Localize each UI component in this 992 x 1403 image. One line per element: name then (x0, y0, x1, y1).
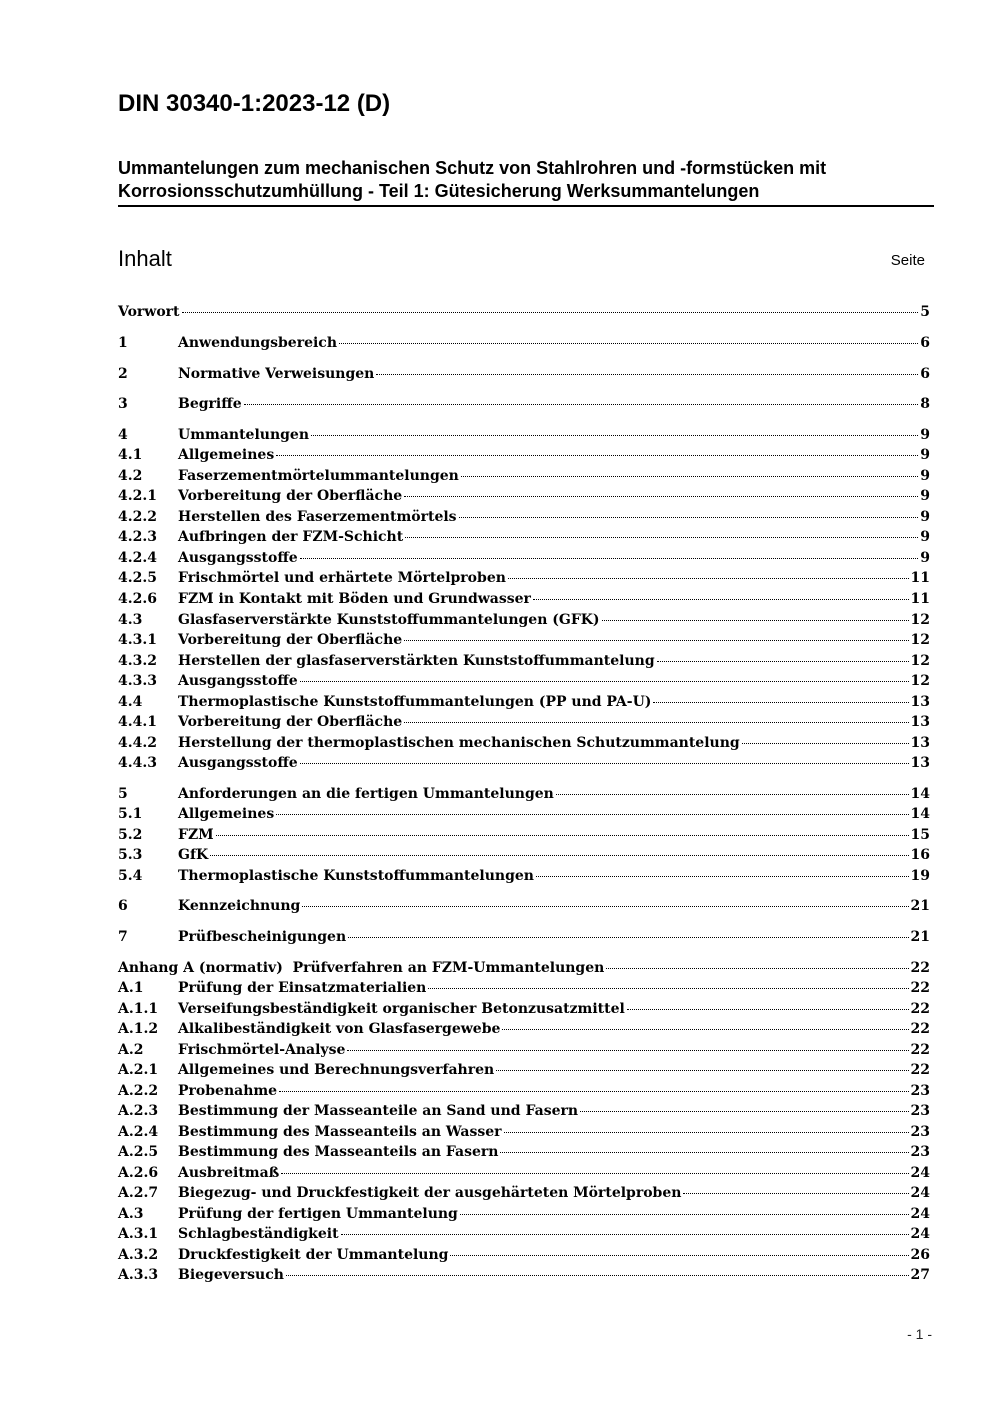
toc-entry[interactable] (118, 1142, 930, 1162)
toc-entry-title: Bestimmung des Masseanteils an Wasser (178, 1124, 502, 1140)
toc-entry-number: 7 (118, 929, 128, 945)
toc-entry-number: 4.2.3 (118, 529, 157, 545)
toc-entry-title: Herstellen des Faserzementmörtels (178, 509, 457, 525)
toc-entry[interactable] (118, 804, 930, 824)
toc-entry-number: 2 (118, 366, 128, 382)
toc-entry-title: Begriffe (178, 396, 242, 412)
toc-entry-title: FZM in Kontakt mit Böden und Grundwasser (178, 591, 531, 607)
toc-entry[interactable] (118, 527, 930, 547)
page-number: - 1 - (907, 1326, 932, 1342)
toc-entry-title: GfK (178, 847, 209, 863)
toc-dot-leader (657, 661, 909, 662)
toc-entry-title: Biegezug- und Druckfestigkeit der ausgehärteten Mörtelproben (178, 1185, 682, 1201)
document-title-line-1: Ummantelungen zum mechanischen Schutz von Stahlrohren und -formstücken mit (118, 158, 827, 178)
toc-entry[interactable] (118, 784, 930, 804)
toc-entry-number: 4.1 (118, 447, 143, 463)
toc-entry-page: 12 (910, 632, 930, 648)
toc-dot-leader (405, 537, 918, 538)
toc-dot-leader (461, 476, 918, 477)
toc-entry-title: Probenahme (178, 1083, 278, 1099)
toc-entry-page: 6 (920, 335, 930, 351)
toc-entry[interactable] (118, 651, 930, 671)
toc-dot-leader (653, 702, 908, 703)
toc-dot-leader (376, 374, 918, 375)
toc-entry-page: 12 (910, 673, 930, 689)
document-id: DIN 30340-1:2023-12 (D) (118, 90, 391, 117)
toc-entry[interactable] (118, 845, 930, 865)
toc-entry-title: Herstellung der thermoplastischen mechanischen Schutzummantelung (178, 735, 740, 751)
toc-entry-title: Frischmörtel-Analyse (178, 1042, 346, 1058)
toc-entry-number: A.1.2 (118, 1021, 159, 1037)
toc-dot-leader (606, 968, 908, 969)
toc-dot-leader (742, 743, 909, 744)
toc-entry-page: 19 (910, 868, 930, 884)
toc-dot-leader (602, 620, 909, 621)
toc-entry-title: Faserzementmörtelummantelungen (178, 468, 459, 484)
toc-entry-page: 24 (910, 1206, 930, 1222)
toc-entry-page: 27 (910, 1267, 930, 1283)
toc-entry-title: Prüfung der Einsatzmaterialien (178, 980, 427, 996)
toc-entry-title: Allgemeines und Berechnungsverfahren (178, 1062, 495, 1078)
toc-entry-number: A.3 (118, 1206, 144, 1222)
toc-entry-title: Verseifungsbeständigkeit organischer Betonzusatzmittel (178, 1001, 625, 1017)
toc-entry-page: 22 (910, 960, 930, 976)
toc-entry-number: 4.2.2 (118, 509, 157, 525)
toc-entry-page: 22 (910, 1021, 930, 1037)
toc-dot-leader (500, 1152, 908, 1153)
toc-entry-number: 4.2.5 (118, 570, 157, 586)
document-title (118, 157, 934, 207)
toc-entry-page: 16 (910, 847, 930, 863)
toc-entry-number: A.3.2 (118, 1247, 159, 1263)
toc-entry-title: Alkalibeständigkeit von Glasfasergewebe (178, 1021, 501, 1037)
toc-entry[interactable] (118, 1060, 930, 1080)
toc-entry-title: Biegeversuch (178, 1267, 284, 1283)
toc-heading: Inhalt (118, 246, 172, 271)
toc-entry-page: 9 (920, 550, 930, 566)
toc-entry[interactable] (118, 958, 930, 978)
toc-entry[interactable] (118, 486, 930, 506)
toc-entry[interactable] (118, 999, 930, 1019)
toc-entry-page: 13 (910, 755, 930, 771)
toc-entry-number: A.2.2 (118, 1083, 159, 1099)
toc-entry-title: Glasfaserverstärkte Kunststoffummantelungen (GFK) (178, 612, 600, 628)
toc-entry-page: 24 (910, 1165, 930, 1181)
toc-dot-leader (533, 599, 909, 600)
toc-entry[interactable] (118, 978, 930, 998)
toc-entry[interactable] (118, 825, 930, 845)
toc-entry[interactable] (118, 302, 930, 322)
toc-dot-leader (580, 1111, 908, 1112)
toc-entry-page: 9 (920, 447, 930, 463)
toc-entry-title: Ausgangsstoffe (178, 755, 298, 771)
toc-entry-number: 4.4.3 (118, 755, 157, 771)
toc-entry[interactable] (118, 1040, 930, 1060)
toc-dot-leader (339, 343, 918, 344)
toc-entry-page: 24 (910, 1226, 930, 1242)
toc-dot-leader (244, 404, 919, 405)
toc-dot-leader (450, 1255, 908, 1256)
toc-entry-number: 4.2.6 (118, 591, 157, 607)
toc-entry-title: Allgemeines (178, 806, 275, 822)
toc-entry[interactable] (118, 1265, 930, 1285)
toc-entry-title: Bestimmung der Masseanteile an Sand und Fasern (178, 1103, 579, 1119)
toc-dot-leader (276, 814, 908, 815)
toc-dot-leader (428, 988, 908, 989)
toc-entry-title: Allgemeines (178, 447, 275, 463)
toc-entry-page: 21 (910, 929, 930, 945)
toc-entry-number: 5.1 (118, 806, 143, 822)
toc-dot-leader (496, 1070, 908, 1071)
toc-entry-number: A.2.7 (118, 1185, 159, 1201)
toc-entry-number: A.2.5 (118, 1144, 159, 1160)
toc-entry-title: Ummantelungen (178, 427, 310, 443)
toc-dot-leader (281, 1173, 908, 1174)
toc-dot-leader (210, 855, 908, 856)
toc-entry-title: Vorwort (118, 304, 180, 320)
toc-entry[interactable] (118, 733, 930, 753)
toc-dot-leader (404, 722, 908, 723)
toc-entry-number: A.1 (118, 980, 144, 996)
toc-entry-number: 4.3.2 (118, 653, 157, 669)
toc-entry-number: 5.3 (118, 847, 143, 863)
toc-entry-page: 22 (910, 1042, 930, 1058)
toc-dot-leader (311, 435, 918, 436)
toc-entry-page: 6 (920, 366, 930, 382)
toc-dot-leader (347, 1050, 908, 1051)
toc-entry-title: Druckfestigkeit der Ummantelung (178, 1247, 449, 1263)
toc-entry[interactable] (118, 712, 930, 732)
toc-entry-title: Ausbreitmaß (178, 1165, 280, 1181)
toc-entry-number: A.2.4 (118, 1124, 159, 1140)
toc-entry[interactable] (118, 671, 930, 691)
toc-entry-number: A.2.6 (118, 1165, 159, 1181)
toc-entry-number: A.1.1 (118, 1001, 159, 1017)
toc-entry-page: 9 (920, 509, 930, 525)
toc-entry-title: FZM (178, 827, 214, 843)
toc-entry[interactable] (118, 896, 930, 916)
toc-entry-title: Bestimmung des Masseanteils an Fasern (178, 1144, 499, 1160)
toc-entry-page: 26 (910, 1247, 930, 1263)
toc-entry-page: 24 (910, 1185, 930, 1201)
toc-entry-number: 5 (118, 786, 128, 802)
toc-entry[interactable] (118, 1081, 930, 1101)
document-title-line-2: Korrosionsschutzumhüllung - Teil 1: Gütesicherung Werksummantelungen (118, 181, 760, 201)
toc-entry-title: Frischmörtel und erhärtete Mörtelproben (178, 570, 506, 586)
toc-entry-number: 1 (118, 335, 128, 351)
toc-entry[interactable] (118, 1224, 930, 1244)
toc-entry[interactable] (118, 364, 930, 384)
toc-entry-page: 12 (910, 653, 930, 669)
toc-entry[interactable] (118, 630, 930, 650)
toc-entry[interactable] (118, 394, 930, 414)
toc-entry[interactable] (118, 866, 930, 886)
toc-dot-leader (683, 1193, 908, 1194)
toc-entry[interactable] (118, 753, 930, 773)
toc-entry-page: 22 (910, 1001, 930, 1017)
toc-entry[interactable] (118, 692, 930, 712)
toc-entry-number: 5.4 (118, 868, 143, 884)
toc-entry-number: 6 (118, 898, 128, 914)
toc-entry-title: Ausgangsstoffe (178, 673, 298, 689)
toc-entry-number: 4.4 (118, 694, 143, 710)
toc-entry[interactable] (118, 568, 930, 588)
toc-entry-title: Herstellen der glasfaserverstärkten Kunststoffummantelung (178, 653, 655, 669)
toc-entry[interactable] (118, 548, 930, 568)
toc-dot-leader (536, 876, 909, 877)
toc-entry-title: Vorbereitung der Oberfläche (178, 488, 403, 504)
toc-entry-number: A.2.1 (118, 1062, 159, 1078)
toc-entry-page: 11 (910, 591, 930, 607)
toc-entry-number: 4.2.4 (118, 550, 157, 566)
toc-entry-number: 4.4.1 (118, 714, 157, 730)
toc-entry-number: 4.3 (118, 612, 143, 628)
toc-dot-leader (300, 558, 919, 559)
toc-entry[interactable] (118, 1019, 930, 1039)
toc-entry-page: 9 (920, 427, 930, 443)
toc-dot-leader (348, 937, 908, 938)
toc-entry-number: 4 (118, 427, 128, 443)
toc-dot-leader (508, 578, 909, 579)
toc-page-column-label: Seite (890, 252, 925, 269)
toc-entry-number: A.2.3 (118, 1103, 159, 1119)
toc-entry-title: Prüfbescheinigungen (178, 929, 347, 945)
toc-dot-leader (302, 906, 908, 907)
toc-dot-leader (460, 1214, 909, 1215)
toc-entry-title: Normative Verweisungen (178, 366, 375, 382)
toc-entry[interactable] (118, 1163, 930, 1183)
toc-entry-title: Ausgangsstoffe (178, 550, 298, 566)
toc-entry-page: 9 (920, 529, 930, 545)
toc-entry[interactable] (118, 333, 930, 353)
toc-entry[interactable] (118, 927, 930, 947)
toc-entry-number: A.3.1 (118, 1226, 159, 1242)
toc-entry-title: Anwendungsbereich (178, 335, 337, 351)
toc-dot-leader (300, 681, 909, 682)
toc-entry-title: Schlagbeständigkeit (178, 1226, 339, 1242)
toc-entry-page: 23 (910, 1103, 930, 1119)
toc-entry[interactable] (118, 1122, 930, 1142)
toc-dot-leader (404, 640, 908, 641)
toc-entry-title: Anhang A (normativ) Prüfverfahren an FZM-Ummantelungen (118, 960, 605, 976)
toc-dot-leader (182, 312, 919, 313)
toc-entry[interactable] (118, 589, 930, 609)
toc-entry-number: 4.3.1 (118, 632, 157, 648)
toc-entry[interactable] (118, 610, 930, 630)
toc-entry-page: 13 (910, 694, 930, 710)
toc-entry-title: Aufbringen der FZM-Schicht (178, 529, 404, 545)
toc-entry[interactable] (118, 445, 930, 465)
toc-entry-title: Thermoplastische Kunststoffummantelungen (178, 868, 534, 884)
toc-entry-number: 3 (118, 396, 128, 412)
toc-entry-page: 9 (920, 468, 930, 484)
toc-dot-leader (216, 835, 909, 836)
toc-entry-page: 13 (910, 735, 930, 751)
toc-entry-page: 9 (920, 488, 930, 504)
toc-entry-title: Prüfung der fertigen Ummantelung (178, 1206, 458, 1222)
toc-entry-page: 12 (910, 612, 930, 628)
toc-dot-leader (502, 1029, 908, 1030)
toc-entry-number: 5.2 (118, 827, 143, 843)
toc-entry[interactable] (118, 1245, 930, 1265)
toc-entry-number: A.2 (118, 1042, 144, 1058)
toc-entry-title: Thermoplastische Kunststoffummantelungen (PP und PA-U) (178, 694, 652, 710)
toc-entry-page: 11 (910, 570, 930, 586)
toc-dot-leader (459, 517, 919, 518)
toc-entry-number: 4.2.1 (118, 488, 157, 504)
toc-entry-title: Vorbereitung der Oberfläche (178, 632, 403, 648)
toc-entry-page: 13 (910, 714, 930, 730)
toc-entry-number: 4.3.3 (118, 673, 157, 689)
toc-entry-number: 4.4.2 (118, 735, 157, 751)
toc-dot-leader (504, 1132, 909, 1133)
toc-dot-leader (286, 1275, 909, 1276)
toc-dot-leader (279, 1091, 908, 1092)
toc-entry-title: Kennzeichnung (178, 898, 301, 914)
toc-entry-page: 15 (910, 827, 930, 843)
toc-entry-page: 23 (910, 1144, 930, 1160)
toc-entry[interactable] (118, 466, 930, 486)
toc-entry[interactable] (118, 1101, 930, 1121)
toc-entry-page: 23 (910, 1124, 930, 1140)
toc-dot-leader (300, 763, 909, 764)
toc-entry-number: 4.2 (118, 468, 143, 484)
toc-dot-leader (341, 1234, 909, 1235)
toc-entry[interactable] (118, 507, 930, 527)
toc-entry-page: 8 (920, 396, 930, 412)
toc-entry-page: 21 (910, 898, 930, 914)
toc-entry[interactable] (118, 1183, 930, 1203)
toc-entry[interactable] (118, 1204, 930, 1224)
toc-dot-leader (276, 455, 918, 456)
toc-entry-page: 14 (910, 786, 930, 802)
toc-entry-page: 22 (910, 980, 930, 996)
toc-entry-number: A.3.3 (118, 1267, 159, 1283)
toc-entry-page: 22 (910, 1062, 930, 1078)
toc-dot-leader (556, 794, 909, 795)
toc-entry-title: Vorbereitung der Oberfläche (178, 714, 403, 730)
toc-dot-leader (404, 496, 918, 497)
toc-dot-leader (627, 1009, 909, 1010)
toc-entry-page: 5 (920, 304, 930, 320)
toc-entry-title: Anforderungen an die fertigen Ummantelungen (178, 786, 554, 802)
toc-entry-page: 23 (910, 1083, 930, 1099)
toc-entry[interactable] (118, 425, 930, 445)
toc-entry-page: 14 (910, 806, 930, 822)
